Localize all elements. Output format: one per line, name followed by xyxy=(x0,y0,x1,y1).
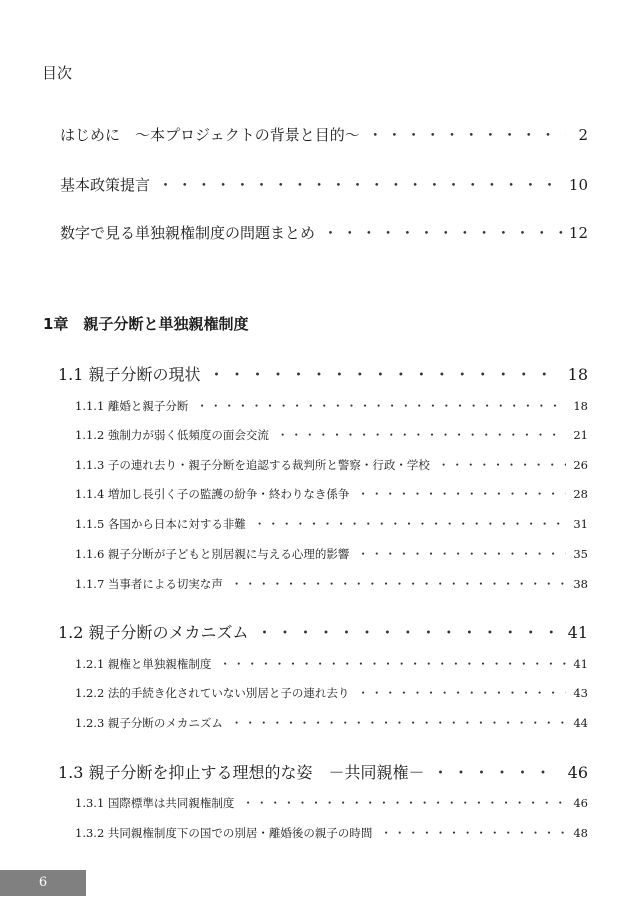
dot-leader xyxy=(158,174,563,195)
toc-entry-label: 1.3 親子分断を抑止する理想的な姿 －共同親権－ xyxy=(58,763,425,782)
toc-subsection[interactable] xyxy=(75,576,588,592)
toc-entry-page: 46 xyxy=(573,796,588,810)
toc-title: 目次 xyxy=(42,64,73,82)
dot-leader xyxy=(357,685,566,701)
toc-entry-label: 1.1.7 当事者による切実な声 xyxy=(75,577,223,591)
toc-subsection[interactable] xyxy=(75,457,588,473)
toc-entry-page: 18 xyxy=(573,399,588,413)
toc-entry-page: 35 xyxy=(573,547,588,561)
chapter-title: 1章 親子分断と単独親権制度 xyxy=(43,315,249,333)
toc-entry-label: 1.1.2 強制力が弱く低頻度の面会交流 xyxy=(75,428,269,442)
toc-entry-page: 38 xyxy=(573,577,588,591)
toc-entry-label: 1.1 親子分断の現状 xyxy=(58,365,201,384)
toc-entry-label: 1.3.1 国際標準は共同親権制度 xyxy=(75,796,235,810)
toc-subsection[interactable] xyxy=(75,656,588,672)
toc-section-1-2[interactable] xyxy=(58,620,588,643)
toc-entry-label: 1.1.4 増加し長引く子の監護の紛争・終わりなき係争 xyxy=(75,487,350,501)
dot-leader xyxy=(231,576,566,592)
toc-entry-label: 1.3.2 共同親権制度下の国での別居・離婚後の親子の時間 xyxy=(75,826,373,840)
toc-entry-page: 26 xyxy=(573,458,588,472)
toc-subsection[interactable] xyxy=(75,715,588,731)
toc-entry-page: 46 xyxy=(567,763,588,782)
dot-leader xyxy=(242,795,566,811)
toc-entry-page: 18 xyxy=(567,365,588,384)
dot-leader xyxy=(368,124,566,145)
toc-entry-label: 1.1.5 各国から日本に対する非難 xyxy=(75,517,246,531)
toc-entry-page: 12 xyxy=(568,224,588,242)
dot-leader xyxy=(433,760,562,783)
dot-leader xyxy=(380,825,566,841)
dot-leader xyxy=(196,398,566,414)
toc-entry-page: 2 xyxy=(578,126,588,144)
toc-entry-page: 48 xyxy=(573,826,588,840)
toc-subsection[interactable] xyxy=(75,825,588,841)
toc-entry-policy-proposal[interactable] xyxy=(60,174,588,195)
toc-entry-label: 1.2.1 親権と単独親権制度 xyxy=(75,657,212,671)
dot-leader xyxy=(254,516,566,532)
toc-entry-statistics-summary[interactable] xyxy=(60,222,588,243)
toc-entry-label: 基本政策提言 xyxy=(60,176,151,194)
toc-subsection[interactable] xyxy=(75,685,588,701)
dot-leader xyxy=(231,715,566,731)
dot-leader xyxy=(209,362,562,385)
toc-entry-label: 1.1.6 親子分断が子どもと別居親に与える心理的影響 xyxy=(75,547,350,561)
toc-entry-label: 1.2 親子分断のメカニズム xyxy=(58,623,249,642)
toc-entry-page: 43 xyxy=(573,686,588,700)
toc-entry-page: 44 xyxy=(573,716,588,730)
toc-entry-page: 41 xyxy=(573,657,588,671)
toc-entry-introduction[interactable] xyxy=(60,124,588,145)
toc-entry-label: 数字で見る単独親権制度の問題まとめ xyxy=(60,224,316,242)
toc-subsection[interactable] xyxy=(75,516,588,532)
dot-leader xyxy=(257,620,562,643)
toc-entry-label: はじめに ～本プロジェクトの背景と目的～ xyxy=(60,126,360,144)
toc-subsection[interactable] xyxy=(75,427,588,443)
dot-leader xyxy=(438,457,566,473)
toc-entry-label: 1.1.1 離婚と親子分断 xyxy=(75,399,189,413)
toc-subsection[interactable] xyxy=(75,546,588,562)
toc-entry-page: 31 xyxy=(573,517,588,531)
toc-subsection[interactable] xyxy=(75,795,588,811)
toc-subsection[interactable] xyxy=(75,486,588,502)
toc-entry-page: 10 xyxy=(568,176,588,194)
toc-section-1-3[interactable] xyxy=(58,760,588,783)
toc-entry-page: 21 xyxy=(573,428,588,442)
page-number-badge: 6 xyxy=(0,870,86,896)
toc-entry-label: 1.2.3 親子分断のメカニズム xyxy=(75,716,223,730)
dot-leader xyxy=(323,222,563,243)
toc-entry-page: 41 xyxy=(567,623,588,642)
dot-leader xyxy=(357,546,566,562)
toc-entry-label: 1.2.2 法的手続き化されていない別居と子の連れ去り xyxy=(75,686,350,700)
toc-entry-label: 1.1.3 子の連れ去り・親子分断を追認する裁判所と警察・行政・学校 xyxy=(75,458,430,472)
toc-section-1-1[interactable] xyxy=(58,362,588,385)
dot-leader xyxy=(277,427,566,443)
dot-leader xyxy=(357,486,566,502)
dot-leader xyxy=(219,656,566,672)
toc-subsection[interactable] xyxy=(75,398,588,414)
toc-entry-page: 28 xyxy=(573,487,588,501)
